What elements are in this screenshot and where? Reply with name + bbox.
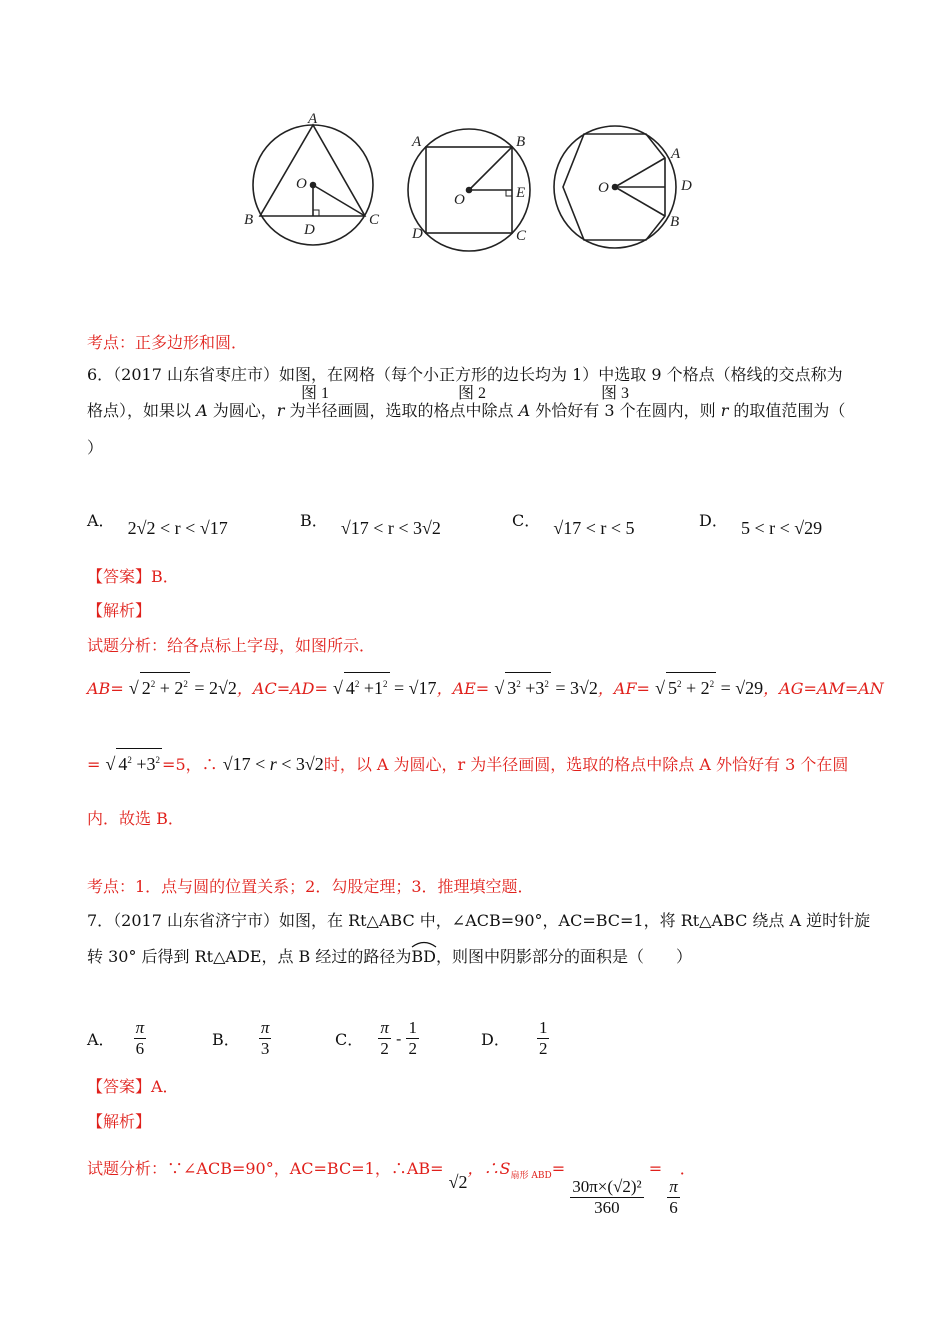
- option-math: √17 < r < 3√2: [340, 518, 441, 538]
- frac-den: 3: [260, 1039, 270, 1058]
- q7-option-a: [87, 1018, 146, 1059]
- analysis-text: 时，以 A 为圆心，r 为半径画圆，选取的格点中除点 A 外恰好有 3 个在圆: [323, 755, 849, 774]
- q6-analysis-1: 试题分析：给各点标上字母，如图所示．: [87, 636, 376, 655]
- q6-analysis-3: [87, 748, 848, 776]
- fig3-label-A: A: [671, 146, 681, 162]
- q6-var-r: r: [276, 401, 285, 420]
- figure-caption-1: 图 1: [301, 385, 330, 402]
- q6-text: 为半径画圆，选取的格点中除点: [284, 401, 519, 420]
- expr-range: √17 < r < 3√2: [222, 754, 324, 774]
- q7-analysis: [87, 1156, 696, 1218]
- frac-num: 1: [538, 1018, 548, 1037]
- figure-labels: [244, 111, 692, 244]
- frac-num: π: [380, 1018, 389, 1037]
- q6-text: 外恰好有 3 个在圆内，则: [530, 401, 721, 420]
- q6-answer: 【答案】B．: [87, 567, 179, 586]
- option-fraction: [134, 1018, 147, 1059]
- q6-analysis-4: 内．故选 B．: [87, 809, 184, 828]
- q7-stem-line2: [87, 946, 692, 968]
- figure-caption-3: 图 3: [601, 385, 630, 402]
- option-math: 2√2 < r < √17: [127, 518, 228, 538]
- frac-num: π: [135, 1018, 145, 1037]
- q6-stem-line2: [87, 400, 845, 422]
- frac-den: 2: [408, 1039, 417, 1058]
- option-label: D．: [481, 1030, 510, 1049]
- frac-num: 1: [408, 1018, 417, 1037]
- figure-2: [408, 129, 530, 251]
- frac-den: 360: [594, 1198, 620, 1217]
- q5-kaodian: 考点：正多边形和圆．: [87, 333, 248, 352]
- option-label: C．: [335, 1030, 364, 1049]
- figure-3: [554, 126, 676, 248]
- option-label: B．: [300, 511, 328, 530]
- option-fraction: [537, 1018, 550, 1059]
- q6-text: 格点），如果以: [87, 401, 197, 420]
- figure-caption-2: 图 2: [458, 385, 487, 402]
- q6-option-c: [512, 508, 635, 539]
- fig1-label-D: D: [304, 222, 315, 238]
- fig3-label-O: O: [598, 180, 609, 196]
- analysis-text: =: [87, 755, 101, 774]
- option-label: D．: [699, 511, 728, 530]
- frac-den: 6: [669, 1198, 678, 1217]
- fig1-label-A: A: [308, 111, 318, 127]
- q6-option-a: [87, 508, 228, 539]
- frac-num: π: [260, 1018, 270, 1037]
- arc-label: BD: [411, 947, 436, 966]
- frac-num: π: [669, 1177, 678, 1196]
- q7-text: 转 30° 后得到 Rt△ADE，点 B 经过的路径为: [87, 947, 412, 966]
- fig3-label-D: D: [681, 178, 692, 194]
- fig2-label-B: B: [516, 134, 526, 150]
- fig2-label-D: D: [412, 226, 423, 242]
- frac-den: 6: [135, 1039, 145, 1058]
- q6-stem-line3: ）: [87, 438, 104, 457]
- q6-var-A: A: [196, 401, 208, 420]
- option-label: A．: [87, 1030, 115, 1049]
- option-fraction: [259, 1018, 272, 1059]
- option-math: √17 < r < 5: [553, 518, 635, 538]
- q7-option-b: [212, 1018, 271, 1059]
- frac-num: 30π×(√2)²: [572, 1177, 642, 1196]
- sector-fraction: [570, 1177, 643, 1218]
- analysis-text: ，AE=: [436, 679, 490, 698]
- q7-text: ，则图中阴影部分的面积是（ ）: [436, 947, 693, 966]
- q6-kaodian: 考点：1．点与圆的位置关系；2．勾股定理；3．推理填空题．: [87, 877, 534, 896]
- sector-subscript: 扇形 ABD: [510, 1171, 552, 1182]
- expr-ac: √ $4^2 +1^2 = √17$: [333, 678, 437, 698]
- expr-af: √ $5^2 + 2^2 = √29$: [655, 678, 763, 698]
- option-label: C．: [512, 511, 541, 530]
- analysis-text: =: [648, 1159, 663, 1178]
- option-fraction: [378, 1018, 391, 1059]
- option-math: 5 < r < √29: [740, 518, 823, 538]
- q6-text: 的取值范围为（: [728, 401, 846, 420]
- minus-sign: -: [395, 1029, 402, 1048]
- q6-jiexi: 【解析】: [87, 601, 152, 620]
- frac-den: 2: [380, 1039, 389, 1058]
- arc-bd: [411, 946, 436, 968]
- fig3-label-B: B: [670, 214, 680, 230]
- analysis-text: ，AC=AD=: [236, 679, 328, 698]
- analysis-text: ，∴S: [467, 1159, 511, 1178]
- expr-ae: √ $3^2 +3^2 = 3√2$: [494, 678, 598, 698]
- q7-jiexi: 【解析】: [87, 1112, 152, 1131]
- option-label: B．: [212, 1030, 240, 1049]
- expr-sqrt2: √2: [448, 1172, 468, 1192]
- fig2-label-C: C: [516, 228, 527, 244]
- analysis-text: ，AG=AM=AN: [763, 679, 884, 698]
- q6-option-d: [699, 508, 822, 539]
- analysis-text: =5，∴: [162, 755, 218, 774]
- q6-analysis-2: [87, 672, 884, 700]
- option-fraction: [406, 1018, 419, 1059]
- analysis-text: AB=: [87, 679, 124, 698]
- analysis-text: ．: [679, 1159, 696, 1178]
- result-fraction: [667, 1177, 680, 1218]
- q6-var-A: A: [518, 401, 531, 420]
- q7-stem-line1: 7．（2017 山东省济宁市）如图，在 Rt△ABC 中，∠ACB=90°，AC=BC=1，将 Rt△ABC 绕点 A 逆时针旋: [87, 911, 871, 930]
- fig2-label-O: O: [454, 192, 465, 208]
- fig1-label-B: B: [244, 212, 254, 228]
- q7-answer: 【答案】A．: [87, 1077, 179, 1096]
- fig2-label-A: A: [412, 134, 422, 150]
- q7-option-c: [335, 1018, 419, 1059]
- q6-option-b: [300, 508, 441, 539]
- fig2-label-E: E: [516, 185, 526, 201]
- analysis-text: 试题分析：∵∠ACB=90°，AC=BC=1，∴AB=: [87, 1159, 444, 1178]
- q6-var-r: r: [720, 401, 729, 420]
- expr-ag: √ $4^2 +3^2$: [106, 754, 163, 774]
- arc-symbol-icon: [411, 940, 437, 948]
- q6-text: 为圆心，: [207, 401, 277, 420]
- q6-stem-line1: 6．（2017 山东省枣庄市）如图，在网格（每个小正方形的边长均为 1）中选取 9 个格点（格线的交点称为: [87, 365, 843, 384]
- q7-option-d: [481, 1018, 549, 1059]
- fig1-label-C: C: [369, 212, 380, 228]
- expr-ab: √ $2^2 + 2^2 = 2√2$: [129, 678, 237, 698]
- option-label: A．: [87, 511, 115, 530]
- analysis-text: =: [551, 1159, 566, 1178]
- geometry-figures: [240, 110, 710, 295]
- fig1-label-O: O: [296, 176, 307, 192]
- analysis-text: ，AF=: [597, 679, 650, 698]
- frac-den: 2: [538, 1039, 548, 1058]
